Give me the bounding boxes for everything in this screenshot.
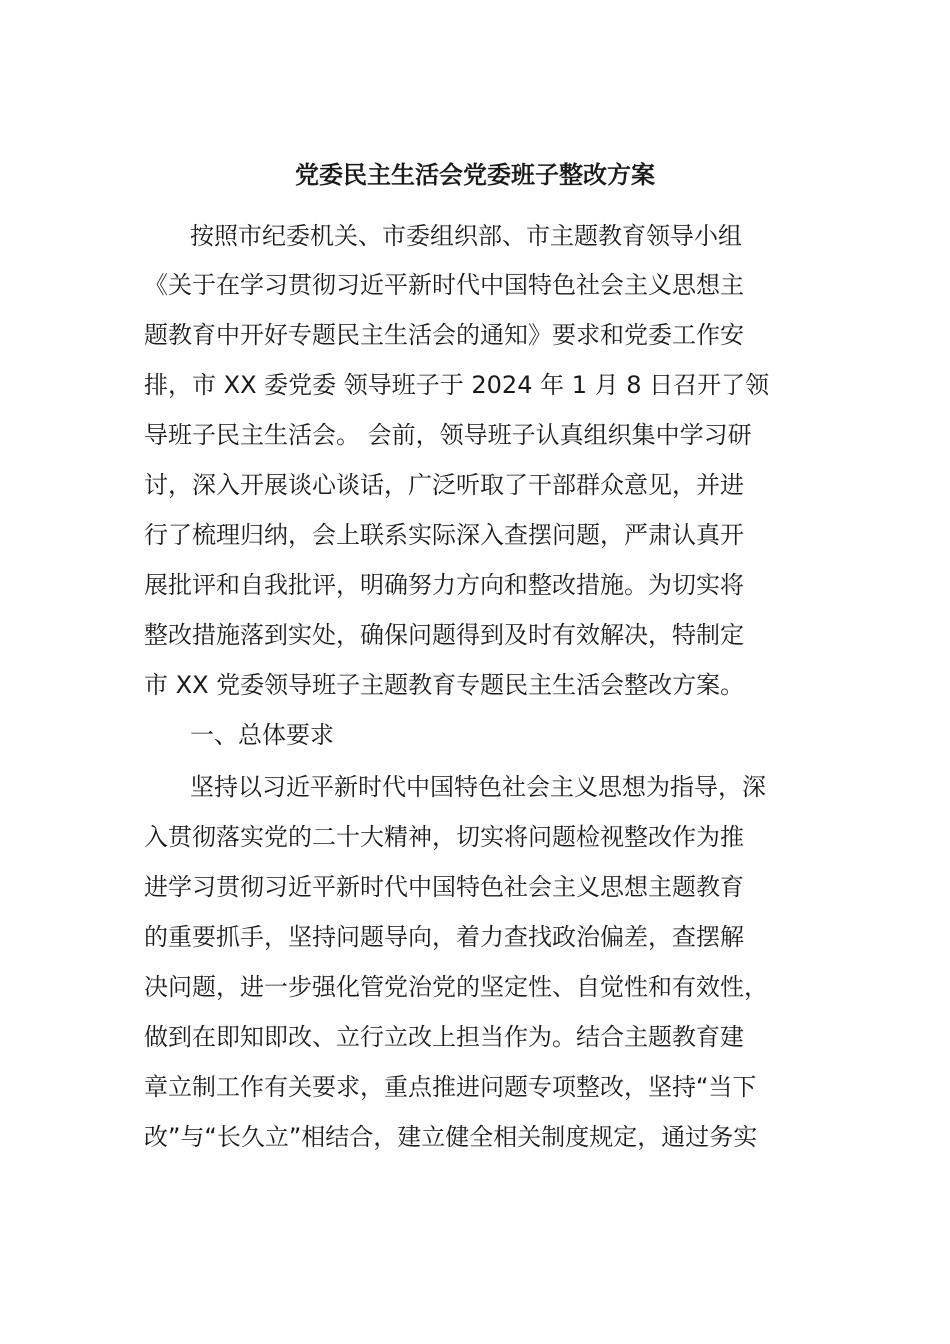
paragraph1-line: 讨，深入开展谈心谈话，广泛听取了干部群众意见，并进 bbox=[144, 471, 744, 499]
paragraph1-line: 排，市 XX 委党委 领导班子于 2024 年 1 月 8 日召开了领 bbox=[144, 371, 770, 399]
paragraph1-line: 题教育中开好专题民主生活会的通知》要求和党委工作安 bbox=[144, 321, 744, 349]
paragraph1-line: 按照市纪委机关、市委组织部、市主题教育领导小组 bbox=[190, 222, 742, 250]
paragraph2-line: 的重要抓手，坚持问题导向，着力查找政治偏差，查摆解 bbox=[144, 923, 744, 951]
paragraph2-line: 章立制工作有关要求，重点推进问题专项整改，坚持“当下 bbox=[144, 1073, 757, 1101]
paragraph2-line: 进学习贯彻习近平新时代中国特色社会主义思想主题教育 bbox=[144, 873, 744, 901]
section-heading: 一、总体要求 bbox=[190, 721, 334, 749]
paragraph1-line: 市 XX 党委领导班子主题教育专题民主生活会整改方案。 bbox=[144, 671, 745, 699]
paragraph1-line: 导班子民主生活会。 会前，领导班子认真组织集中学习研 bbox=[144, 421, 752, 449]
paragraph2-line: 决问题，进一步强化管党治党的坚定性、自觉性和有效性， bbox=[144, 973, 768, 1001]
paragraph1-line: 行了梳理归纳，会上联系实际深入查摆问题，严肃认真开 bbox=[144, 521, 744, 549]
paragraph2-line: 改”与“长久立”相结合，建立健全相关制度规定，通过务实 bbox=[144, 1123, 758, 1151]
paragraph2-line: 做到在即知即改、立行立改上担当作为。结合主题教育建 bbox=[144, 1023, 744, 1051]
document-title: 党委民主生活会党委班子整改方案 bbox=[295, 161, 655, 189]
paragraph2-line: 坚持以习近平新时代中国特色社会主义思想为指导，深 bbox=[190, 773, 766, 801]
paragraph2-line: 入贯彻落实党的二十大精神，切实将问题检视整改作为推 bbox=[144, 823, 744, 851]
paragraph1-line: 展批评和自我批评，明确努力方向和整改措施。为切实将 bbox=[144, 571, 744, 599]
paragraph1-line: 整改措施落到实处，确保问题得到及时有效解决，特制定 bbox=[144, 621, 744, 649]
paragraph1-line: 《关于在学习贯彻习近平新时代中国特色社会主义思想主 bbox=[144, 271, 744, 299]
